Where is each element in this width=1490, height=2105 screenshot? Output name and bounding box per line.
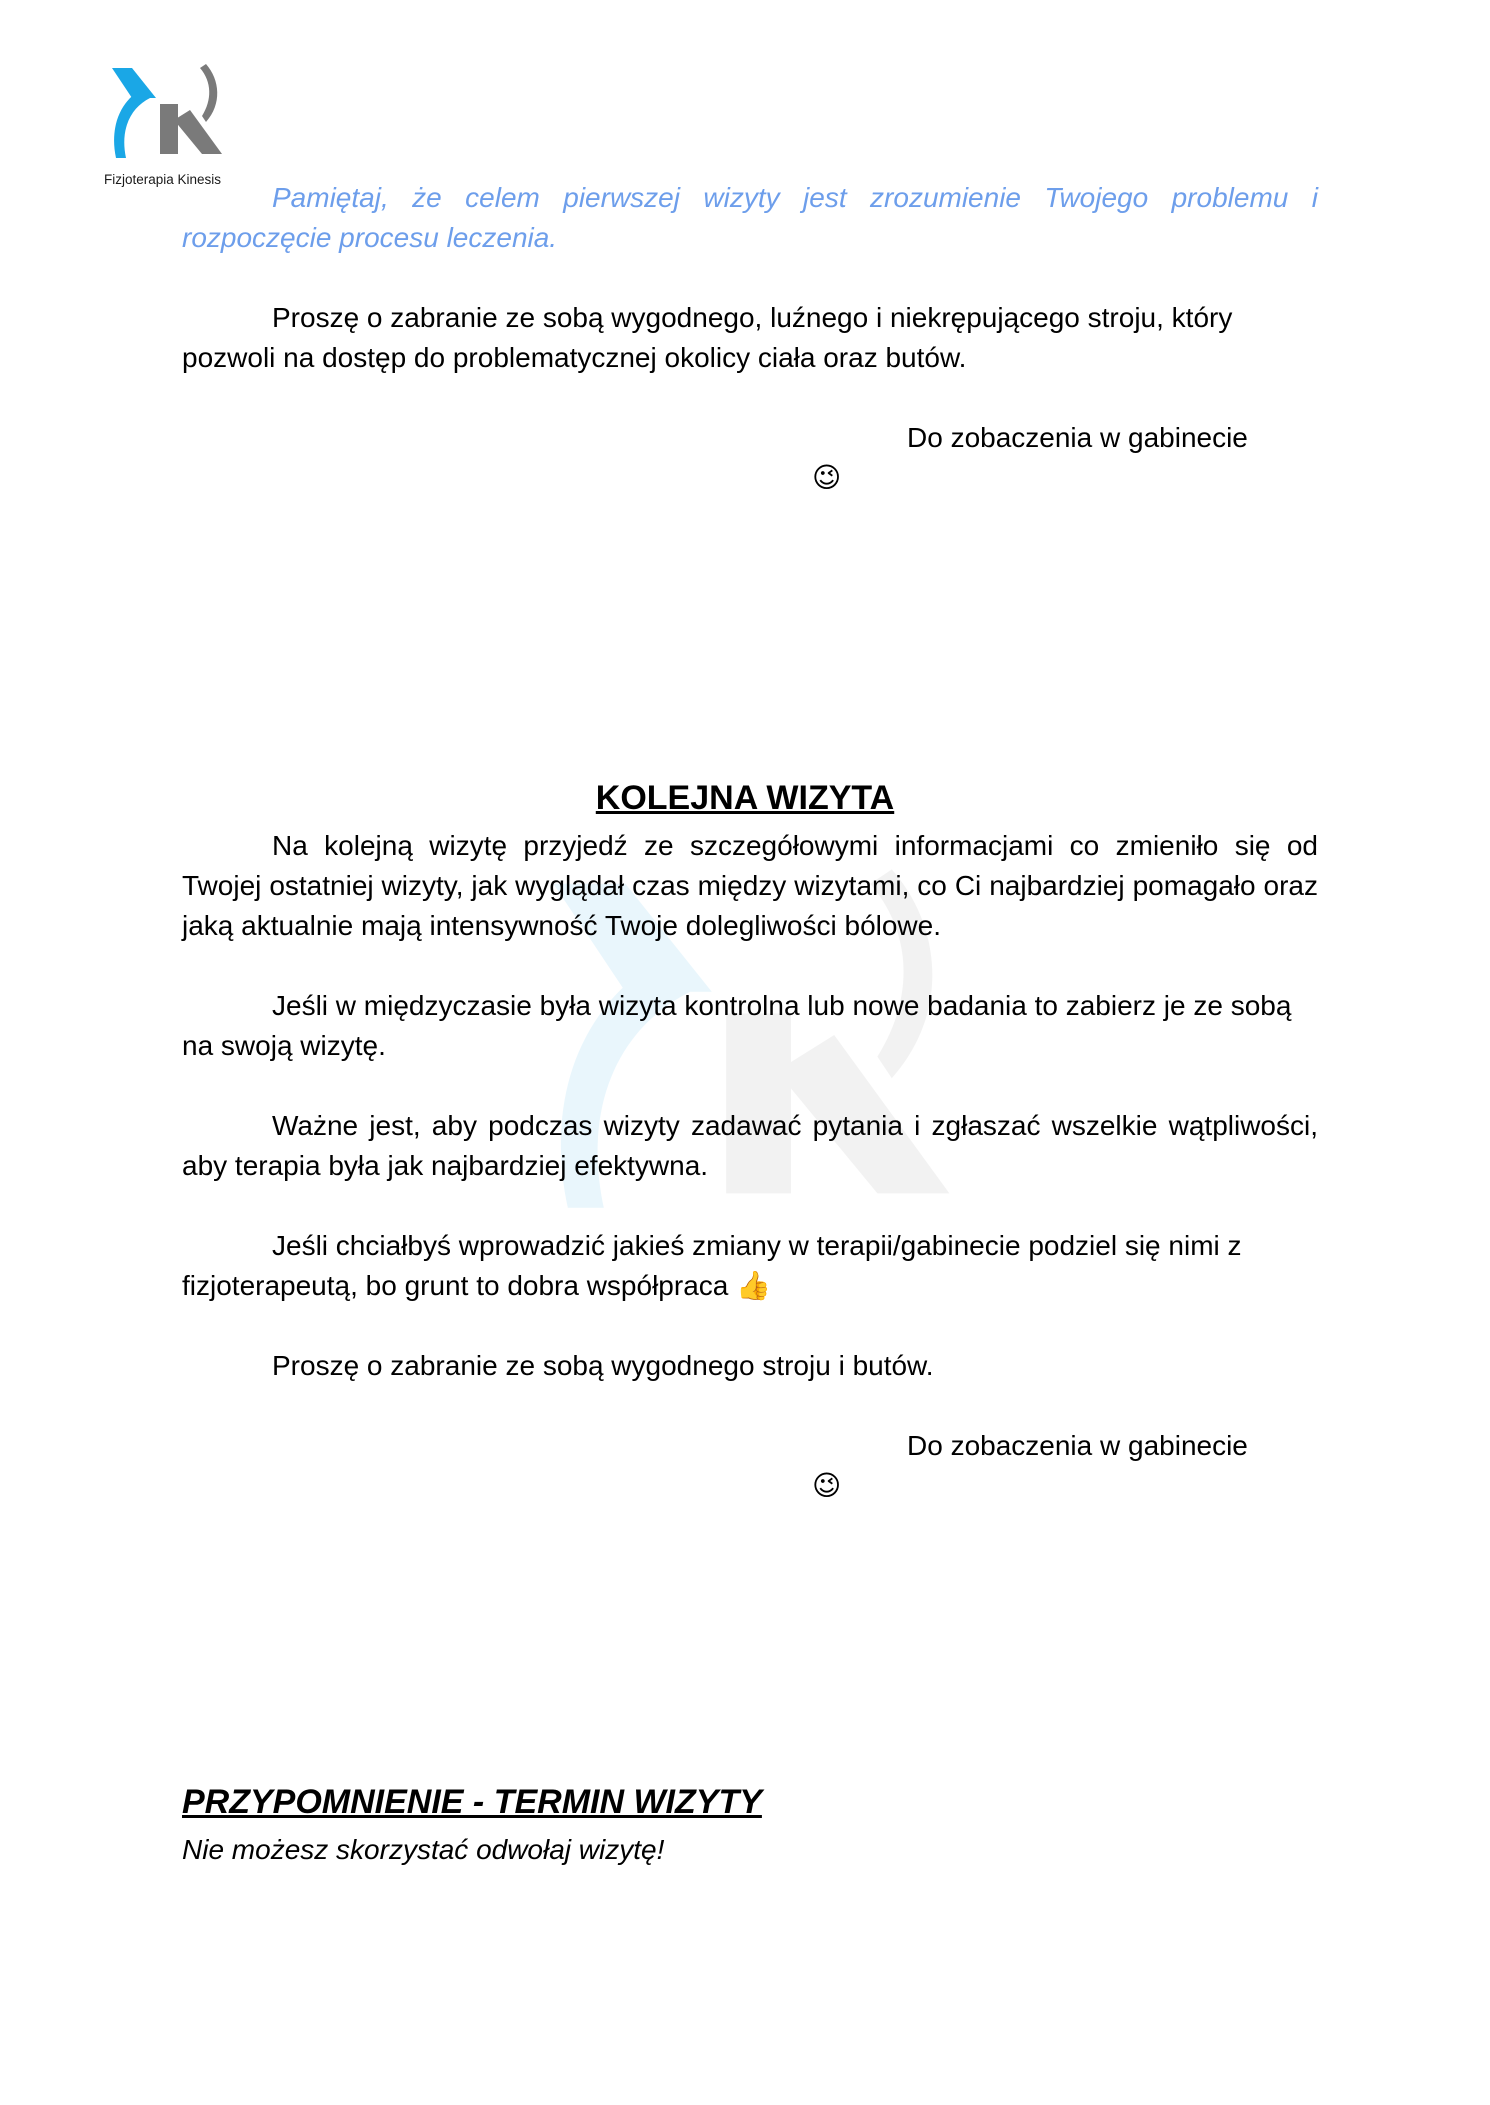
next-visit-closing: Do zobaczenia w gabinecie [907,1430,1248,1461]
reminder-note: Nie możesz skorzystać odwołaj wizytę! [182,1834,665,1865]
first-visit-note: Pamiętaj, że celem pierwszej wizyty jest zrozumienie Twojego problemu i rozpoczęcie procesu leczenia. [182,182,1318,253]
wink-emoji-icon: 😉 [812,461,842,494]
logo [104,60,244,190]
reminder-heading: PRZYPOMNIENIE - TERMIN WIZYTY [182,1783,762,1821]
first-visit-attire-paragraph: Proszę o zabranie ze sobą wygodnego, luźnego i niekrępującego stroju, który pozwoli na dostęp do problematycznej okolicy ciała oraz butów. [182,302,1233,373]
next-visit-paragraph: Proszę o zabranie ze sobą wygodnego stroju i butów. [272,1350,934,1381]
next-visit-paragraph: Jeśli w międzyczasie była wizyta kontrolna lub nowe badania to zabierz je ze sobą na swoją wizytę. [182,990,1292,1061]
wink-emoji-icon: 😉 [812,1469,842,1502]
next-visit-heading: KOLEJNA WIZYTA [595,779,895,817]
first-visit-closing: Do zobaczenia w gabinecie [907,422,1248,453]
next-visit-paragraph: Jeśli chciałbyś wprowadzić jakieś zmiany w terapii/gabinecie podziel się nimi z fizjoterapeutą, bo grunt to dobra współpraca 👍 [182,1230,1242,1301]
logo-text: Fizjoterapia Kinesis [104,172,222,187]
kinesis-logo-icon [110,60,226,160]
next-visit-paragraph: Ważne jest, aby podczas wizyty zadawać pytania i zgłaszać wszelkie wątpliwości, aby terapia była jak najbardziej efektywna. [182,1110,1318,1181]
next-visit-paragraph: Na kolejną wizytę przyjedź ze szczegółowymi informacjami co zmieniło się od Twojej ostatniej wizyty, jak wyglądał czas między wizytami, co Ci najbardziej pomagało oraz jaką aktualnie mają intensywność Twoje dolegliwości bólowe. [182,830,1318,941]
